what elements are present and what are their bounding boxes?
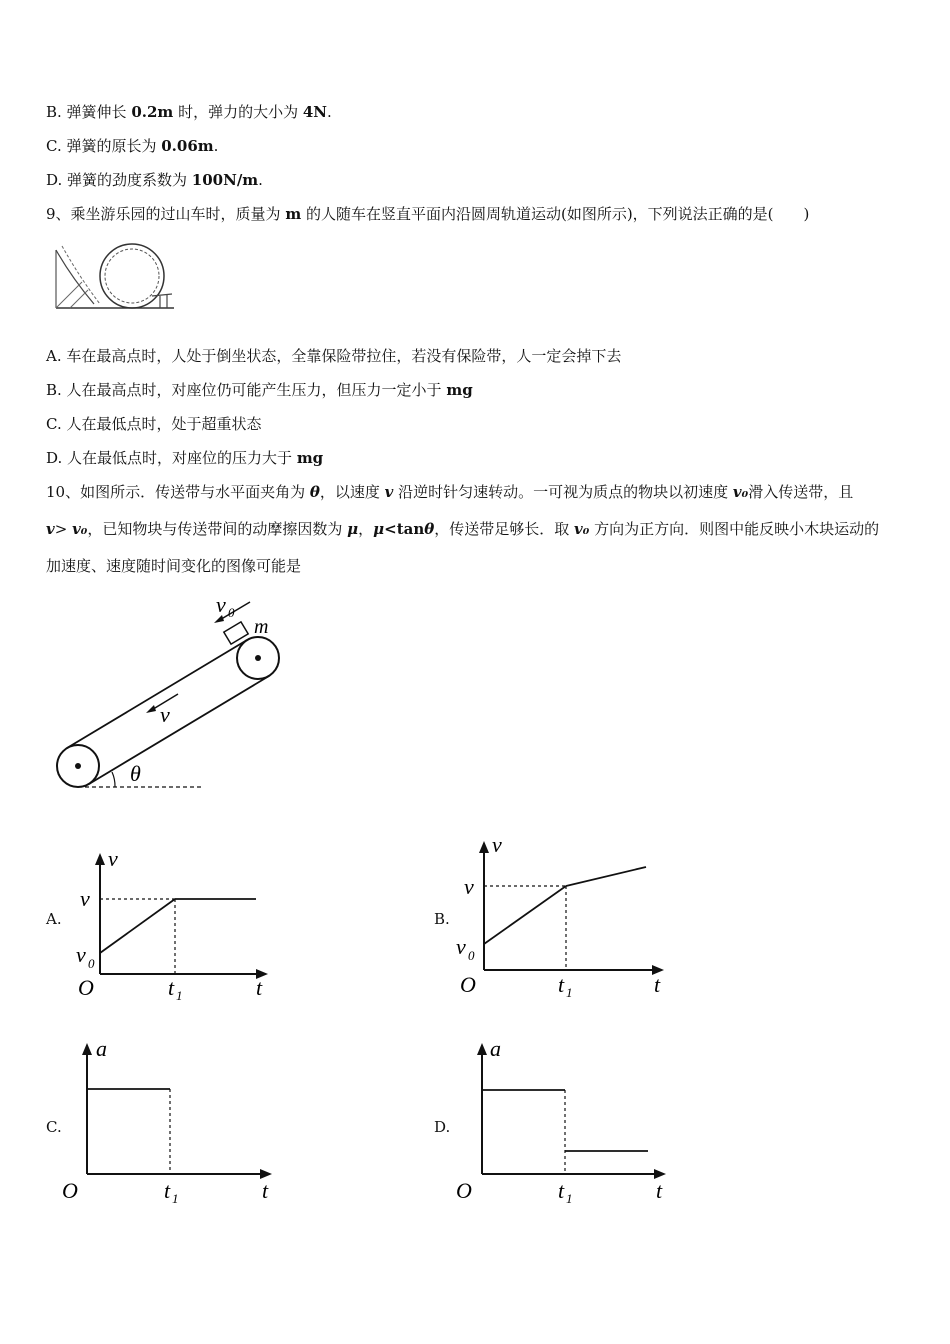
t1-sub: 1 xyxy=(566,985,573,1000)
origin-label: O xyxy=(62,1178,78,1203)
t1-sub: 1 xyxy=(566,1191,573,1206)
option-text: D. 人在最低点时，对座位的压力大于 xyxy=(46,449,297,467)
symbol: θ xyxy=(424,520,435,538)
t1-label: t xyxy=(558,972,565,997)
theta-label: θ xyxy=(130,761,141,786)
origin-label: O xyxy=(78,975,94,1000)
value: 100N/m xyxy=(191,171,259,189)
v0-label: v xyxy=(216,592,226,617)
option-c-q8 xyxy=(46,136,218,156)
symbol: μ xyxy=(347,520,359,538)
symbol: μ xyxy=(373,520,385,538)
symbol: v₀ xyxy=(72,520,88,538)
question-text: 9、乘坐游乐园的过山车时，质量为 xyxy=(46,205,286,223)
punct: . xyxy=(213,137,219,155)
question-text: > xyxy=(54,520,73,538)
symbol: v xyxy=(384,483,394,501)
question-10-line1 xyxy=(46,482,853,502)
t1-label: t xyxy=(168,975,175,1000)
y-tick-v0: v xyxy=(456,934,466,959)
question-text: <tan xyxy=(384,520,425,538)
y-tick-v0-sub: 0 xyxy=(468,948,475,963)
question-text: ，传送带足够长．取 xyxy=(434,520,575,538)
question-text: ， xyxy=(358,520,374,538)
x-axis-label: t xyxy=(256,975,263,1000)
option-text: B. 人在最高点时，对座位仍可能产生压力，但压力一定小于 xyxy=(46,381,447,399)
m-label: m xyxy=(254,616,269,638)
y-tick-v: v xyxy=(464,874,474,899)
option-text: D. 弹簧的劲度系数为 xyxy=(46,171,192,189)
question-text: 加速度、速度随时间变化的图像可能是 xyxy=(46,557,302,575)
value: 0.2m xyxy=(131,103,174,121)
origin-label: O xyxy=(456,1178,472,1203)
question-10-line2 xyxy=(46,519,879,539)
option-b-q8 xyxy=(46,102,332,122)
symbol: θ xyxy=(309,483,320,501)
question-text: ，已知物块与传送带间的动摩擦因数为 xyxy=(87,520,348,538)
y-tick-v: v xyxy=(80,886,90,911)
y-axis-label: a xyxy=(96,1036,107,1061)
punct: . xyxy=(258,171,263,189)
option-d-q8 xyxy=(46,170,263,190)
y-axis-label: a xyxy=(490,1036,501,1061)
value: mg xyxy=(296,449,324,467)
value: 4N xyxy=(302,103,327,121)
origin-label: O xyxy=(460,972,476,997)
graph-c xyxy=(60,1034,280,1210)
question-text: 沿逆时针匀速转动。一可视为质点的物块以初速度 xyxy=(393,483,733,501)
t1-label: t xyxy=(558,1178,565,1203)
graph-b xyxy=(454,832,674,1000)
option-c-q9 xyxy=(46,414,261,434)
option-b-q9 xyxy=(46,380,473,400)
value: mg xyxy=(446,381,473,399)
question-10-line3 xyxy=(46,556,301,576)
roller-coaster-figure xyxy=(52,238,176,312)
y-axis-label: v xyxy=(492,832,502,857)
option-a-label: A. xyxy=(46,910,62,928)
x-axis-label: t xyxy=(656,1178,663,1203)
option-text: C. 弹簧的原长为 xyxy=(46,137,162,155)
option-c-label: C. xyxy=(46,1118,62,1136)
v-label: v xyxy=(160,702,170,727)
t1-sub: 1 xyxy=(176,988,183,1003)
graph-a xyxy=(70,842,280,1004)
option-b-label: B. xyxy=(434,910,450,928)
y-tick-v0-sub: 0 xyxy=(88,956,95,971)
option-text: C. 人在最低点时，处于超重状态 xyxy=(46,415,262,433)
x-axis-label: t xyxy=(654,972,661,997)
question-9 xyxy=(46,204,809,224)
y-tick-v0: v xyxy=(76,942,86,967)
option-d-q9 xyxy=(46,448,323,468)
question-text: ，以速度 xyxy=(319,483,385,501)
option-text: A. 车在最高点时，人处于倒坐状态，全靠保险带拉住，若没有保险带，人一定会掉下去 xyxy=(46,347,622,365)
y-axis-label: v xyxy=(108,846,118,871)
v0-subscript: 0 xyxy=(228,605,235,620)
question-text: 10、如图所示．传送带与水平面夹角为 xyxy=(46,483,310,501)
conveyor-belt-figure xyxy=(50,590,290,795)
option-a-q9 xyxy=(46,346,621,366)
value: m xyxy=(285,205,302,223)
value: 0.06m xyxy=(161,137,214,155)
question-text: 滑入传送带，且 xyxy=(748,483,854,501)
t1-label: t xyxy=(164,1178,171,1203)
graph-d xyxy=(454,1034,674,1210)
question-text: 方向为正方向．则图中能反映小木块运动的 xyxy=(589,520,880,538)
symbol: v₀ xyxy=(732,483,749,501)
question-text: 的人随车在竖直平面内沿圆周轨道运动(如图所示)，下列说法正确的是( ) xyxy=(301,205,810,223)
t1-sub: 1 xyxy=(172,1191,179,1206)
punct: . xyxy=(327,103,332,121)
option-text: B. 弹簧伸长 xyxy=(46,103,132,121)
option-text: 时，弹力的大小为 xyxy=(173,103,303,121)
x-axis-label: t xyxy=(262,1178,269,1203)
symbol: v xyxy=(46,520,55,538)
symbol: v₀ xyxy=(574,520,590,538)
option-d-label: D. xyxy=(434,1118,451,1136)
